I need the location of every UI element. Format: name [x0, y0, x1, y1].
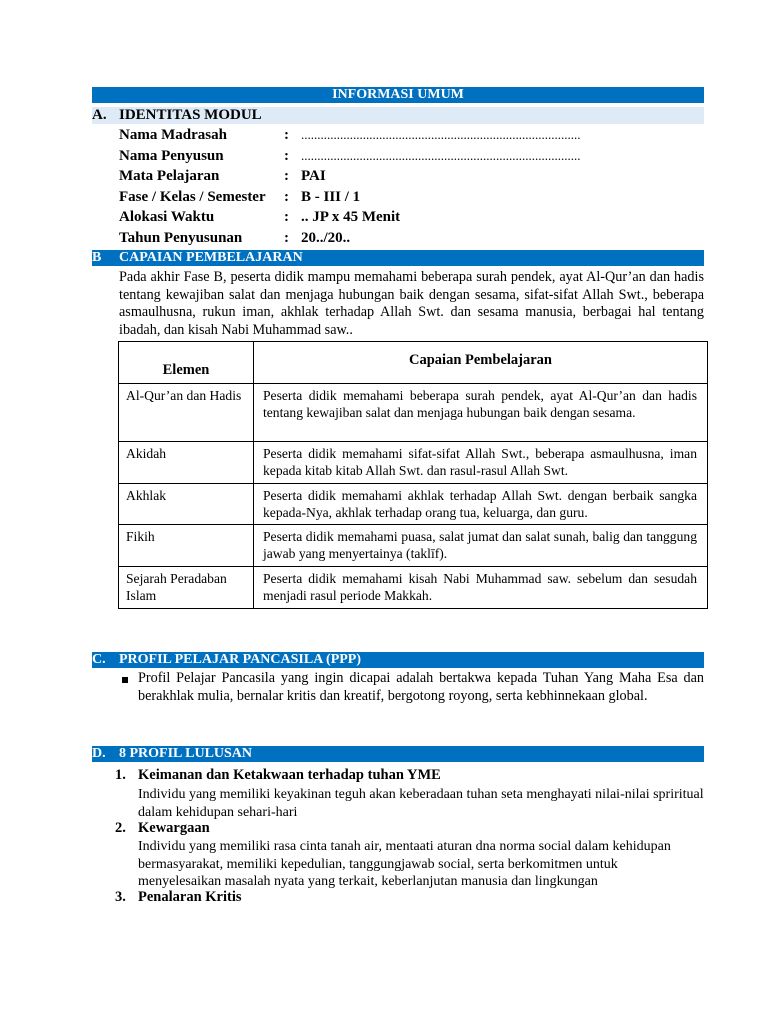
- capaian-table: [118, 341, 708, 609]
- table-row: [119, 384, 708, 442]
- capaian-paragraph: Pada akhir Fase B, peserta didik mampu memahami beberapa surah pendek, ayat Al-Qur’an dan hadis tentang kewajiban salat dan menjaga hubungan baik dengan sesama, sifat-sifat Allah Swt., beberapa asmaulhusna, rukun iman, akhlak terhadap Allah Swt. dan sesama manusia, berbagai hal tentang ibadah, dan kisah Nabi Muhammad saw..: [119, 269, 704, 338]
- profil-item-text: Individu yang memiliki keyakinan teguh akan keberadaan tuhan seta menghayati nilai-nilai spriritual dalam kehidupan sehari-hari: [138, 787, 704, 820]
- section-c-letter: C.: [92, 652, 106, 667]
- table-cell-capaian: Peserta didik memahami akhlak terhadap Allah Swt. dengan berbaik sangka kepada-Nya, akhlak terhadap orang tua, keluarga, dan guru.: [254, 484, 708, 525]
- info-value: 20../20..: [301, 230, 351, 246]
- info-value: ......................................................................................: [301, 127, 581, 142]
- section-d-header: [92, 746, 704, 762]
- square-bullet-icon: [122, 677, 128, 683]
- info-label: Mata Pelajaran: [119, 168, 220, 184]
- table-cell-elemen: Al-Qur’an dan Hadis: [119, 384, 254, 442]
- info-colon: :: [284, 209, 289, 225]
- table-row: [119, 442, 708, 484]
- table-cell-elemen: Sejarah Peradaban Islam: [119, 567, 254, 609]
- section-b-letter: B: [92, 250, 102, 265]
- info-label: Nama Madrasah: [119, 127, 227, 143]
- info-label: Alokasi Waktu: [119, 209, 215, 225]
- profil-item-title: Kewargaan: [138, 820, 210, 836]
- info-value: ......................................................................................: [301, 148, 581, 163]
- section-a-header: [92, 107, 704, 124]
- table-header-elemen: Elemen: [119, 342, 254, 384]
- table-cell-elemen: Fikih: [119, 525, 254, 567]
- header-title: INFORMASI UMUM: [332, 87, 464, 102]
- table-cell-capaian: Peserta didik memahami kisah Nabi Muhammad saw. sebelum dan sesudah menjadi rasul periode Makkah.: [254, 567, 708, 609]
- section-b-header: [92, 250, 704, 266]
- table-row: [119, 567, 708, 609]
- section-c-title: PROFIL PELAJAR PANCASILA (PPP): [119, 652, 362, 667]
- info-value: PAI: [301, 168, 326, 184]
- profil-item-number: 2.: [115, 820, 126, 836]
- informasi-umum-header: [92, 87, 704, 103]
- table-cell-capaian: Peserta didik memahami sifat-sifat Allah Swt., beberapa asmaulhusna, iman kepada kitab kitab Allah Swt. dan rasul-rasul Allah Swt.: [254, 442, 708, 484]
- info-label: Fase / Kelas / Semester: [119, 189, 266, 205]
- table-header-row: [119, 342, 708, 384]
- section-b-title: CAPAIAN PEMBELAJARAN: [119, 250, 303, 265]
- table-cell-capaian: Peserta didik memahami beberapa surah pendek, ayat Al-Qur’an dan hadis tentang kewajiban salat dan menjaga hubungan baik dengan sesama.: [254, 384, 708, 442]
- profil-item-title: Penalaran Kritis: [138, 889, 242, 905]
- info-label: Tahun Penyusunan: [119, 230, 243, 246]
- table-row: [119, 484, 708, 525]
- info-colon: :: [284, 148, 289, 164]
- ppp-bullet-text: Profil Pelajar Pancasila yang ingin dicapai adalah bertakwa kepada Tuhan Yang Maha Esa dan berakhlak mulia, bernalar kritis dan kreatif, bergotong royong, serta kebhinnekaan global.: [138, 670, 704, 704]
- table-row: [119, 525, 708, 567]
- table-cell-capaian: Peserta didik memahami puasa, salat jumat dan salat sunah, balig dan tanggung jawab yang menyertainya (taklīf).: [254, 525, 708, 567]
- table-header-capaian: Capaian Pembelajaran: [254, 342, 708, 384]
- info-label: Nama Penyusun: [119, 148, 224, 164]
- table-cell-elemen: Akhlak: [119, 484, 254, 525]
- profil-item-number: 1.: [115, 767, 126, 783]
- info-colon: :: [284, 127, 289, 143]
- info-value: .. JP x 45 Menit: [301, 209, 401, 225]
- section-d-title: 8 PROFIL LULUSAN: [119, 746, 253, 761]
- info-colon: :: [284, 168, 289, 184]
- table-cell-elemen: Akidah: [119, 442, 254, 484]
- section-a-title: IDENTITAS MODUL: [119, 107, 262, 123]
- section-a-letter: A.: [92, 107, 107, 123]
- profil-item-title: Keimanan dan Ketakwaan terhadap tuhan YME: [138, 767, 441, 783]
- info-value: B - III / 1: [301, 189, 361, 205]
- section-d-letter: D.: [92, 746, 106, 761]
- info-colon: :: [284, 230, 289, 246]
- profil-item-text: Individu yang memiliki rasa cinta tanah air, mentaati aturan dna norma social dalam kehidupan bermasyarakat, memiliki kepedulian, tanggungjawab social, serta berkomitmen untuk menyelesaikan masalah nyata yang terkait, keberlanjutan manusia dan lingkungan: [138, 839, 671, 889]
- info-colon: :: [284, 189, 289, 205]
- section-c-header: [92, 652, 704, 668]
- profil-item-number: 3.: [115, 889, 126, 905]
